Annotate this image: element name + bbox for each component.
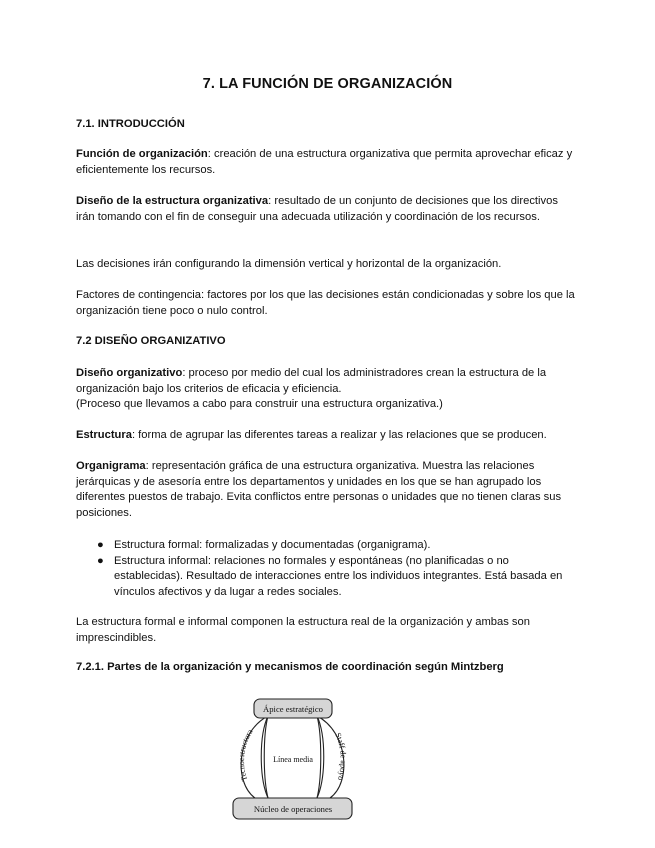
technostructure-label: Tecnoestructura (236, 727, 255, 783)
paragraph-real-structure: La estructura formal e informal componen la estructura real de la organización y ambas son imprescindibles. (76, 616, 530, 644)
mintzberg-diagram-svg (225, 690, 360, 825)
support-staff-label: Staff de apoyo (333, 731, 348, 782)
note-organizational-design: (Proceso que llevamos a cabo para construir una estructura organizativa.) (76, 398, 443, 411)
term-structure-design: Diseño de la estructura organizativa (76, 195, 269, 207)
term-org-chart: Organigrama (76, 460, 146, 472)
definition-structure-design: : resultado de un conjunto de decisiones que los directivos irán tomando con el fin de conseguir una adecuada utilización y coordinación de los recursos. (76, 195, 558, 223)
definition-structure: : forma de agrupar las diferentes tareas a realizar y las relaciones que se producen. (131, 429, 547, 441)
paragraph-contingency-factors: Factores de contingencia: factores por los que las decisiones están condicionadas y sobre los que la organización tiene poco o nulo control. (76, 289, 575, 317)
term-organizational-design: Diseño organizativo (76, 367, 183, 379)
definition-org-chart: : representación gráfica de una estructura organizativa. Muestra las relaciones jerárquicas y de asesoría entre los departamentos y unidades en los que se han agrupado los diferentes puestos de trabajo. Evita conflictos entre personas o unidades que no tienen claras sus posiciones. (76, 460, 562, 519)
paragraph-decisions: Las decisiones irán configurando la dimensión vertical y horizontal de la organización. (76, 258, 502, 270)
paragraph-organization-function (76, 147, 576, 178)
definition-organization-function: : creación de una estructura organizativa que permita aprovechar eficaz y eficientemente los recursos. (76, 148, 573, 176)
paragraph-structure (76, 428, 576, 444)
section-heading-organizational-design: 7.2 DISEÑO ORGANIZATIVO (76, 335, 226, 347)
section-heading-introduction: 7.1. INTRODUCCIÓN (76, 118, 185, 130)
paragraph-structure-design (76, 194, 576, 225)
bullet-marker: ● (97, 539, 104, 551)
term-organization-function: Función de organización (76, 148, 208, 160)
structure-types-list (76, 538, 576, 600)
middle-line-label: Línea media (273, 755, 313, 764)
page-title: 7. LA FUNCIÓN DE ORGANIZACIÓN (202, 76, 453, 92)
paragraph-organizational-design (76, 366, 576, 413)
strategic-apex-label: Ápice estratégico (263, 704, 323, 714)
mintzberg-diagram (225, 690, 360, 825)
paragraph-org-chart (76, 459, 576, 521)
operating-core-label: Núcleo de operaciones (253, 804, 333, 814)
list-item-text: Estructura formal: formalizadas y documentadas (organigrama). (114, 539, 431, 551)
list-item (76, 554, 576, 601)
term-structure: Estructura (76, 429, 132, 441)
bullet-marker: ● (97, 554, 104, 567)
subsection-heading-mintzberg: 7.2.1. Partes de la organización y mecanismos de coordinación según Mintzberg (76, 661, 504, 673)
list-item-text: Estructura informal: relaciones no formales y espontáneas (no planificadas o no establecidas). Resultado de interacciones entre los individuos integrantes. Está basada en vínculos afectivos y da lugar a redes sociales. (114, 554, 563, 598)
list-item (76, 538, 576, 554)
definition-organizational-design: : proceso por medio del cual los administradores crean la estructura de la organización bajo los criterios de eficacia y eficiencia. (76, 367, 547, 395)
